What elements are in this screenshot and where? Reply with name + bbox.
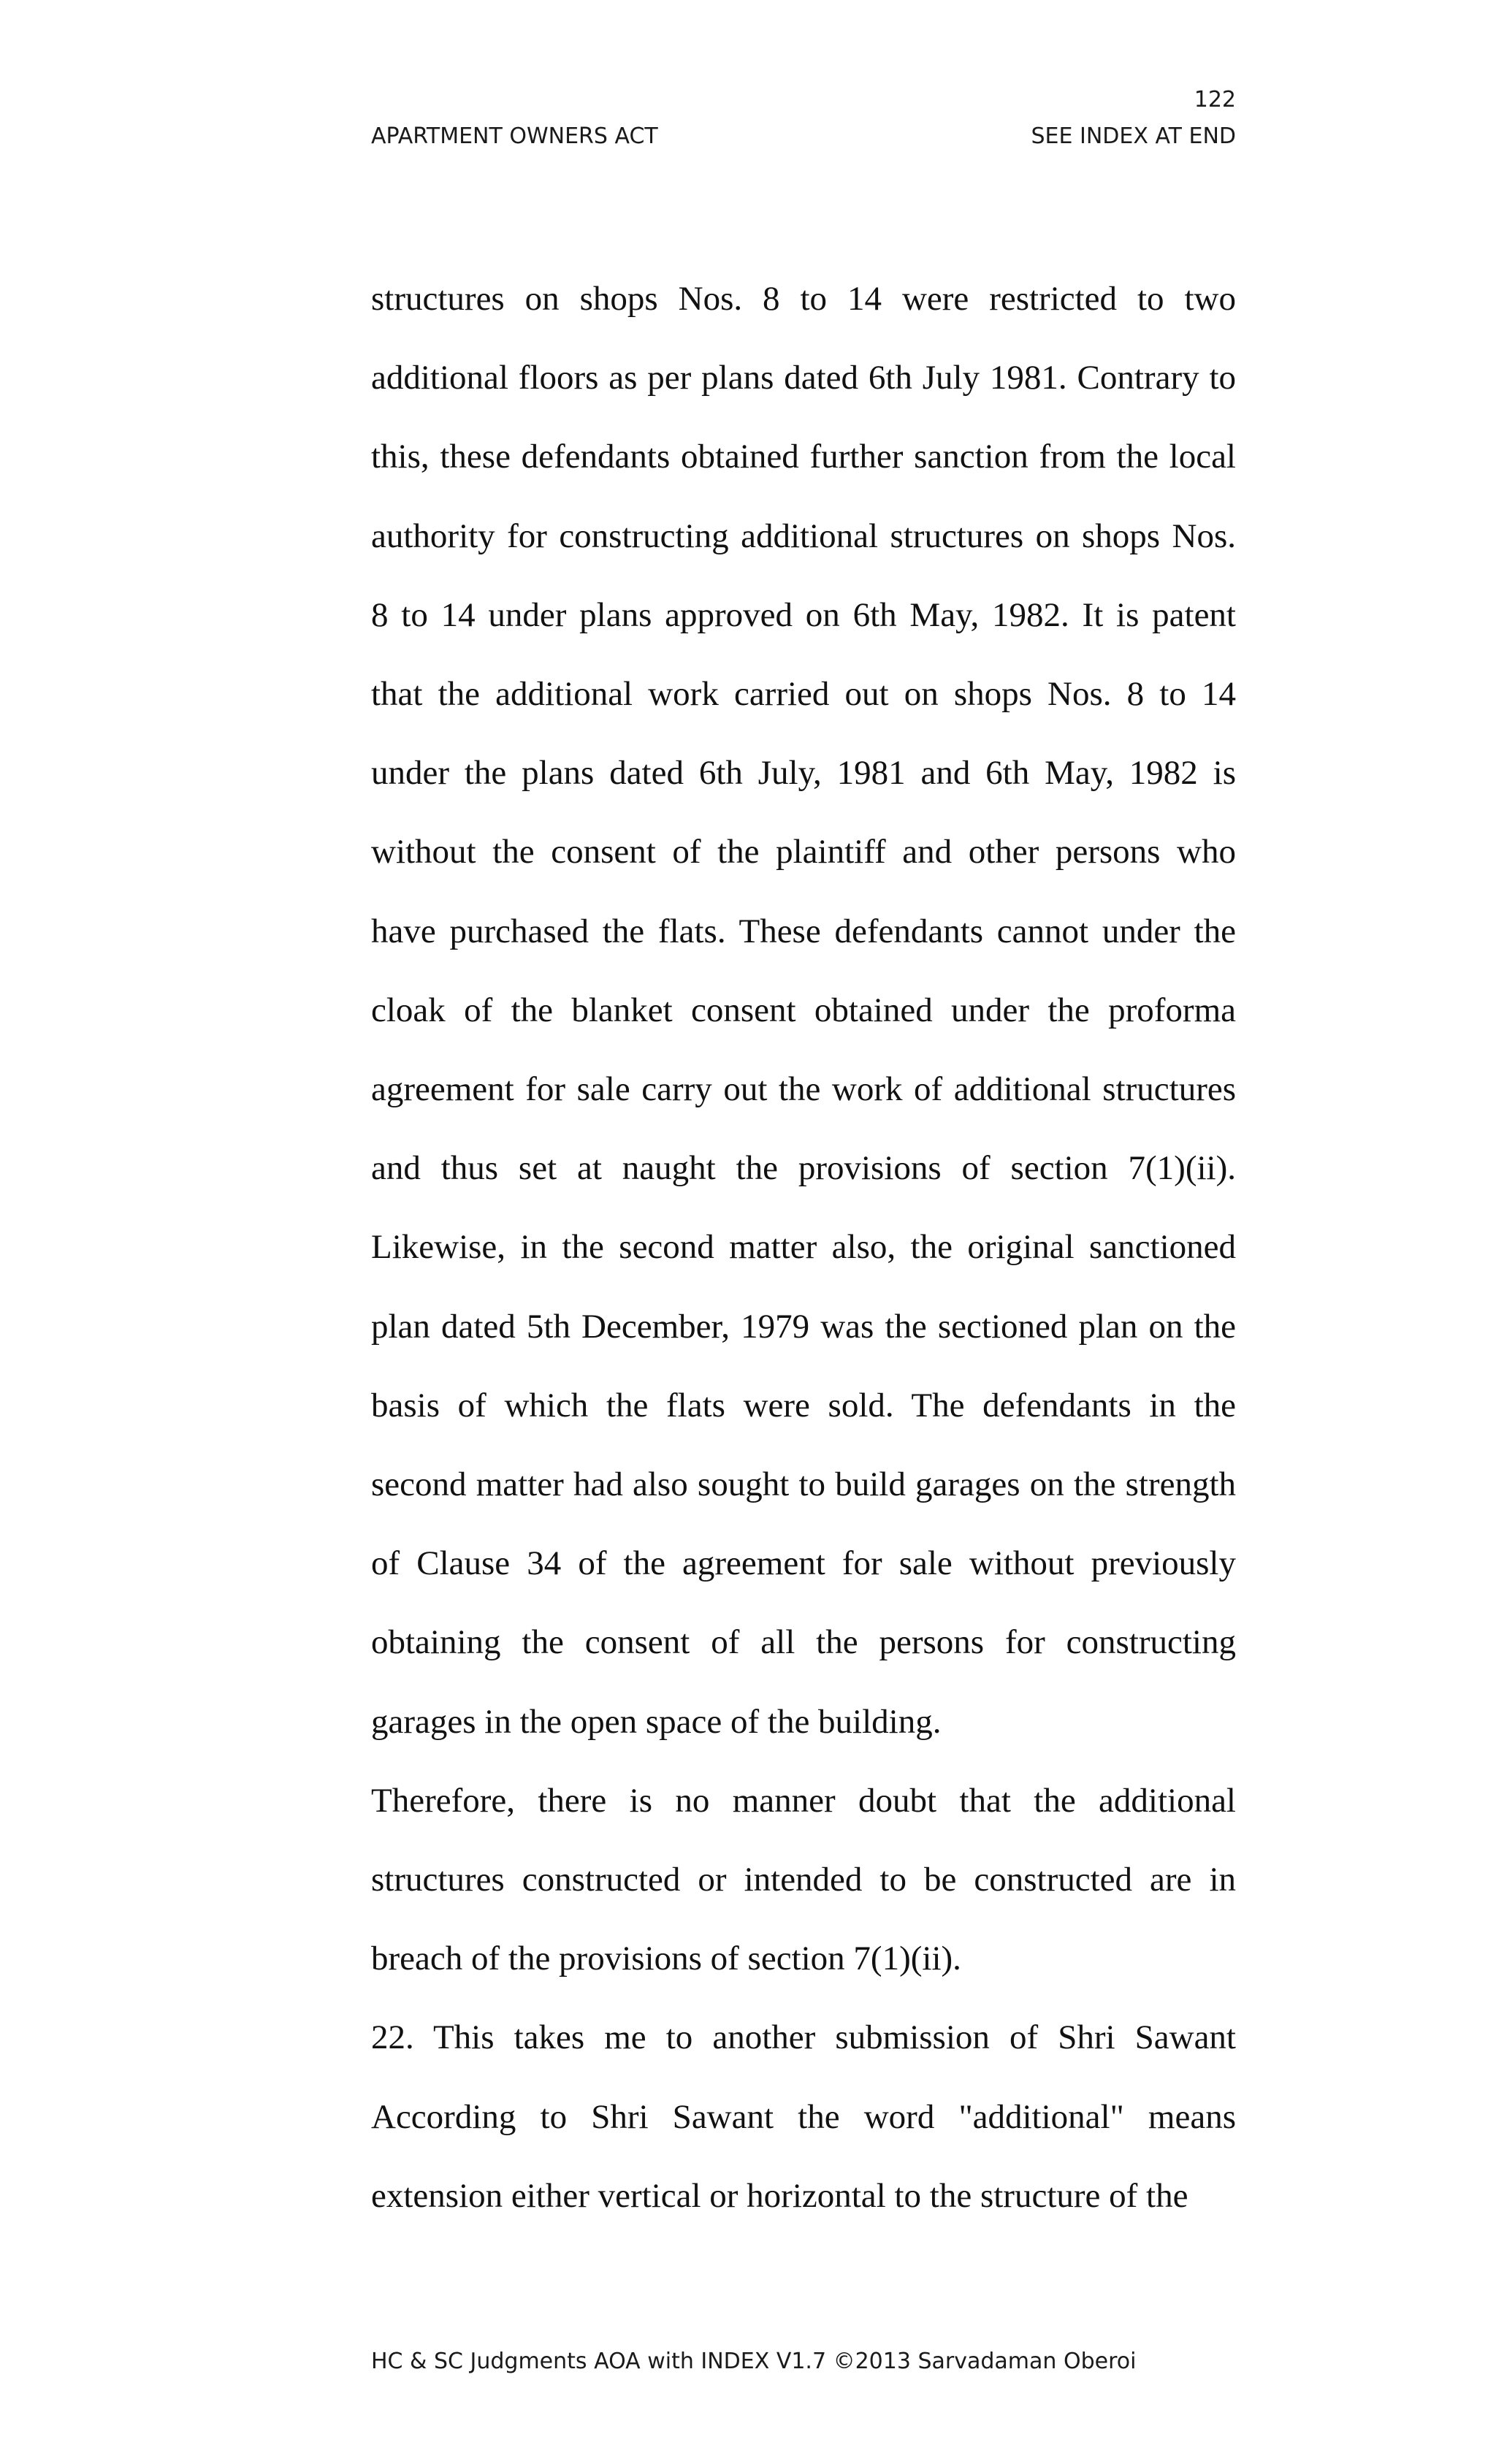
paragraph-1: structures on shops Nos. 8 to 14 were restricted to two additional floors as per plans dated 6th July 1981. Contrary to this, these defendants obtained further sanction from the local authority for constructing additional structures on shops Nos. 8 to 14 under plans approved on 6th May, 1982. It is patent that the additional work carried out on shops Nos. 8 to 14 under the plans dated 6th July, 1981 and 6th May, 1982 is without the consent of the plaintiff and other persons who have purchased the flats. These defendants cannot under the cloak of the blanket consent obtained under the proforma agreement for sale carry out the work of additional structures and thus set at naught the provisions of section 7(1)(ii). Likewise, in the second matter also, the original sanctioned plan dated 5th December, 1979 was the sectioned plan on the basis of which the flats were sold. The defendants in the second matter had also sought to build garages on the strength of Clause 34 of the agreement for sale without previously obtaining the consent of all the persons for constructing garages in the open space of the building. <box>371 280 1236 1741</box>
body-text <box>371 259 1236 2235</box>
running-header-index-note: SEE INDEX AT END <box>1031 123 1236 149</box>
page-number: 122 <box>1194 87 1236 112</box>
paragraph-3: 22. This takes me to another submission of Shri Sawant According to Shri Sawant the word "additional" means extension either vertical or horizontal to the structure of the <box>371 2018 1236 2215</box>
page-footer: HC & SC Judgments AOA with INDEX V1.7 ©2013 Sarvadaman Oberoi <box>371 2349 1137 2374</box>
running-header-title: APARTMENT OWNERS ACT <box>371 123 658 149</box>
paragraph-2: Therefore, there is no manner doubt that the additional structures constructed or intended to be constructed are in breach of the provisions of section 7(1)(ii). <box>371 1781 1236 1978</box>
